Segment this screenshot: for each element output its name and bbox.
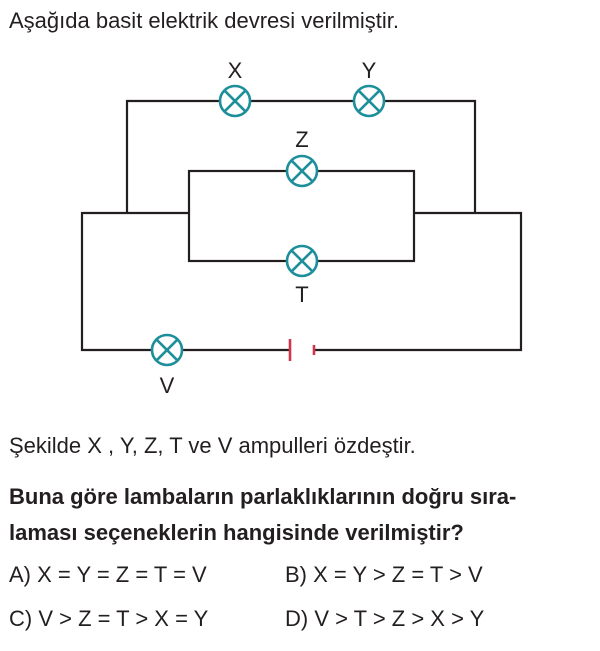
question-line-1: Buna göre lambaların parlaklıklarının doğru sıra- [9,484,517,509]
lamp-y-label: Y [361,58,377,83]
intro-text: Aşağıda basit elektrik devresi verilmiştir. [9,8,400,33]
lamp-x [220,58,250,116]
option-c[interactable]: C) V > Z = T > X = Y [9,606,209,631]
question-line-2: laması seçeneklerin hangisinde verilmiştir? [9,520,464,545]
option-b[interactable]: B) X = Y > Z = T > V [285,562,483,587]
lamp-x-label: X [227,58,243,83]
lamp-z-label: Z [295,127,309,152]
lamp-t [287,246,317,307]
lamp-v-label: V [159,373,175,398]
option-a[interactable]: A) X = Y = Z = T = V [9,562,207,587]
option-d[interactable]: D) V > T > Z > X > Y [285,606,485,631]
problem-statement: Şekilde X , Y, Z, T ve V ampulleri özdeştir. [9,433,416,458]
lamp-v [152,335,182,398]
battery-icon [290,339,314,361]
lamp-y [354,58,384,116]
lamp-t-label: T [295,282,309,307]
question-text [9,479,595,551]
lamp-z [287,127,317,186]
